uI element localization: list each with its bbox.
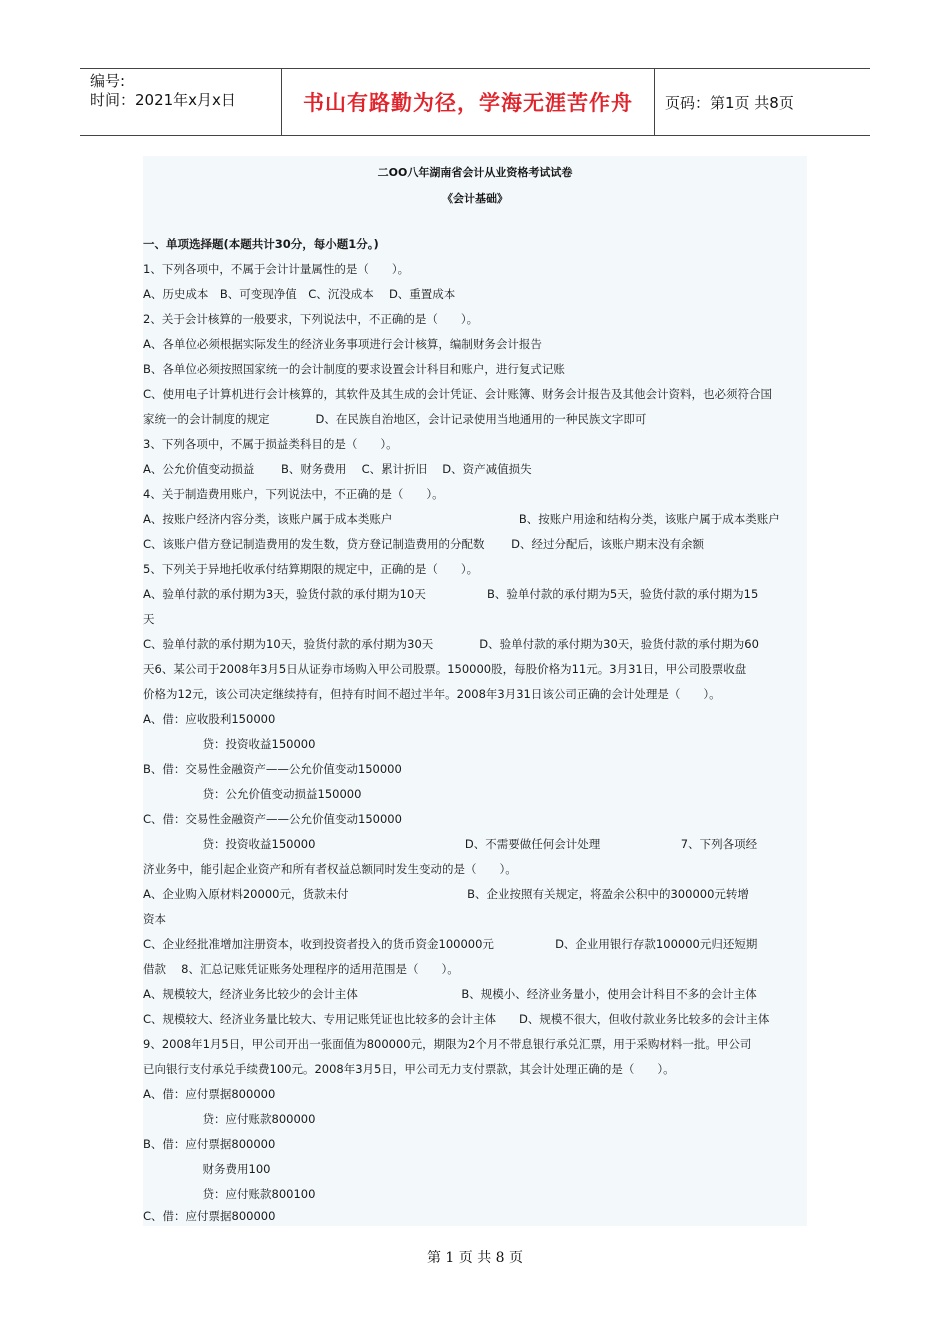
question-line: 济业务中，能引起企业资产和所有者权益总额同时发生变动的是（ ）。 [143, 862, 517, 876]
question-line: 贷：应付账款800100 [191, 1187, 316, 1201]
question-line: A、借：应收股利150000 [143, 712, 276, 726]
question-line: B、各单位必须按照国家统一的会计制度的要求设置会计科目和账户，进行复式记账 [143, 362, 565, 376]
question-line: C、借：应付票据800000 [143, 1209, 276, 1223]
question-line: C、验单付款的承付期为10天，验货付款的承付期为30天 D、验单付款的承付期为30天，验货付款的承付期为60 [143, 637, 759, 651]
question-line: C、该账户借方登记制造费用的发生数，贷方登记制造费用的分配数 D、经过分配后，该账户期末没有余额 [143, 537, 705, 551]
exam-title: 二OO八年湖南省会计从业资格考试试卷 [377, 166, 573, 179]
question-line: 借款 8、汇总记账凭证账务处理程序的适用范围是（ ）。 [143, 962, 459, 976]
question-line: 2、关于会计核算的一般要求，下列说法中，不正确的是（ ）。 [143, 312, 479, 326]
question-line: A、企业购入原材料20000元，货款未付 B、企业按照有关规定，将盈余公积中的300000元转增 [143, 887, 749, 901]
page-footer: 第 1 页 共 8 页 [426, 1250, 524, 1266]
question-line: A、公允价值变动损益 B、财务费用 C、累计折旧 D、资产减值损失 [143, 462, 532, 476]
question-line: 9、2008年1月5日，甲公司开出一张面值为800000元，期限为2个月不带息银行承兑汇票，用于采购材料一批。甲公司 [143, 1037, 752, 1051]
question-line: 资本 [143, 912, 166, 926]
question-line: A、规模较大，经济业务比较少的会计主体 B、规模小、经济业务量小，使用会计科目不多的会计主体 [143, 987, 757, 1001]
question-line: A、各单位必须根据实际发生的经济业务事项进行会计核算，编制财务会计报告 [143, 337, 542, 351]
question-line: 家统一的会计制度的规定 D、在民族自治地区，会计记录使用当地通用的一种民族文字即可 [143, 412, 647, 426]
question-line: 价格为12元，该公司决定继续持有，但持有时间不超过半年。2008年3月31日该公司正确的会计处理是（ ）。 [143, 687, 721, 701]
question-line: 5、下列关于异地托收承付结算期限的规定中，正确的是（ ）。 [143, 562, 479, 576]
question-line: A、借：应付票据800000 [143, 1087, 276, 1101]
question-line: C、使用电子计算机进行会计核算的，其软件及其生成的会计凭证、会计账簿、财务会计报告及其他会计资料，也必须符合国 [143, 387, 773, 401]
question-line: 贷：投资收益150000 [191, 737, 316, 751]
question-line: 1、下列各项中，不属于会计计量属性的是（ ）。 [143, 262, 410, 276]
section-heading: 一、单项选择题(本题共计30分，每小题1分。) [143, 237, 379, 251]
question-line: C、借：交易性金融资产——公允价值变动150000 [143, 812, 402, 826]
question-line: C、企业经批准增加注册资本，收到投资者投入的货币资金100000元 D、企业用银行存款100000元归还短期 [143, 937, 758, 951]
document-time-label: 时间：2021年x月x日 [90, 91, 236, 109]
exam-subtitle: 《会计基础》 [442, 192, 508, 205]
question-line: A、历史成本 B、可变现净值 C、沉没成本 D、重置成本 [143, 287, 456, 301]
question-line: B、借：应付票据800000 [143, 1137, 276, 1151]
header-motto: 书山有路勤为径，学海无涯苦作舟 [281, 69, 655, 135]
question-line: A、按账户经济内容分类，该账户属于成本类账户 B、按账户用途和结构分类，该账户属于成本类账户 [143, 512, 780, 526]
question-line: 贷：投资收益150000 D、不需要做任何会计处理 7、下列各项经 [191, 837, 758, 851]
question-line: C、规模较大、经济业务量比较大、专用记账凭证也比较多的会计主体 D、规模不很大，但收付款业务比较多的会计主体 [143, 1012, 770, 1026]
page-header [80, 68, 870, 136]
question-line: 3、下列各项中，不属于损益类科目的是（ ）。 [143, 437, 398, 451]
exam-content [143, 156, 807, 1226]
question-line: 天 [143, 612, 155, 626]
document-number-label: 编号: [90, 72, 126, 90]
question-line: 财务费用100 [191, 1162, 271, 1176]
question-line: 已向银行支付承兑手续费100元。2008年3月5日，甲公司无力支付票款，其会计处理正确的是（ ）。 [143, 1062, 675, 1076]
question-line: A、验单付款的承付期为3天，验货付款的承付期为10天 B、验单付款的承付期为5天，验货付款的承付期为15 [143, 587, 759, 601]
question-line: B、借：交易性金融资产——公允价值变动150000 [143, 762, 402, 776]
question-line: 4、关于制造费用账户，下列说法中，不正确的是（ ）。 [143, 487, 444, 501]
header-meta [80, 69, 281, 135]
question-line: 贷：公允价值变动损益150000 [191, 787, 362, 801]
question-line: 天6、某公司于2008年3月5日从证券市场购入甲公司股票。150000股，每股价格为11元。3月31日，甲公司股票收盘 [143, 662, 747, 676]
header-page-info: 页码：第1页 共8页 [665, 93, 794, 112]
question-line: 贷：应付账款800000 [191, 1112, 316, 1126]
